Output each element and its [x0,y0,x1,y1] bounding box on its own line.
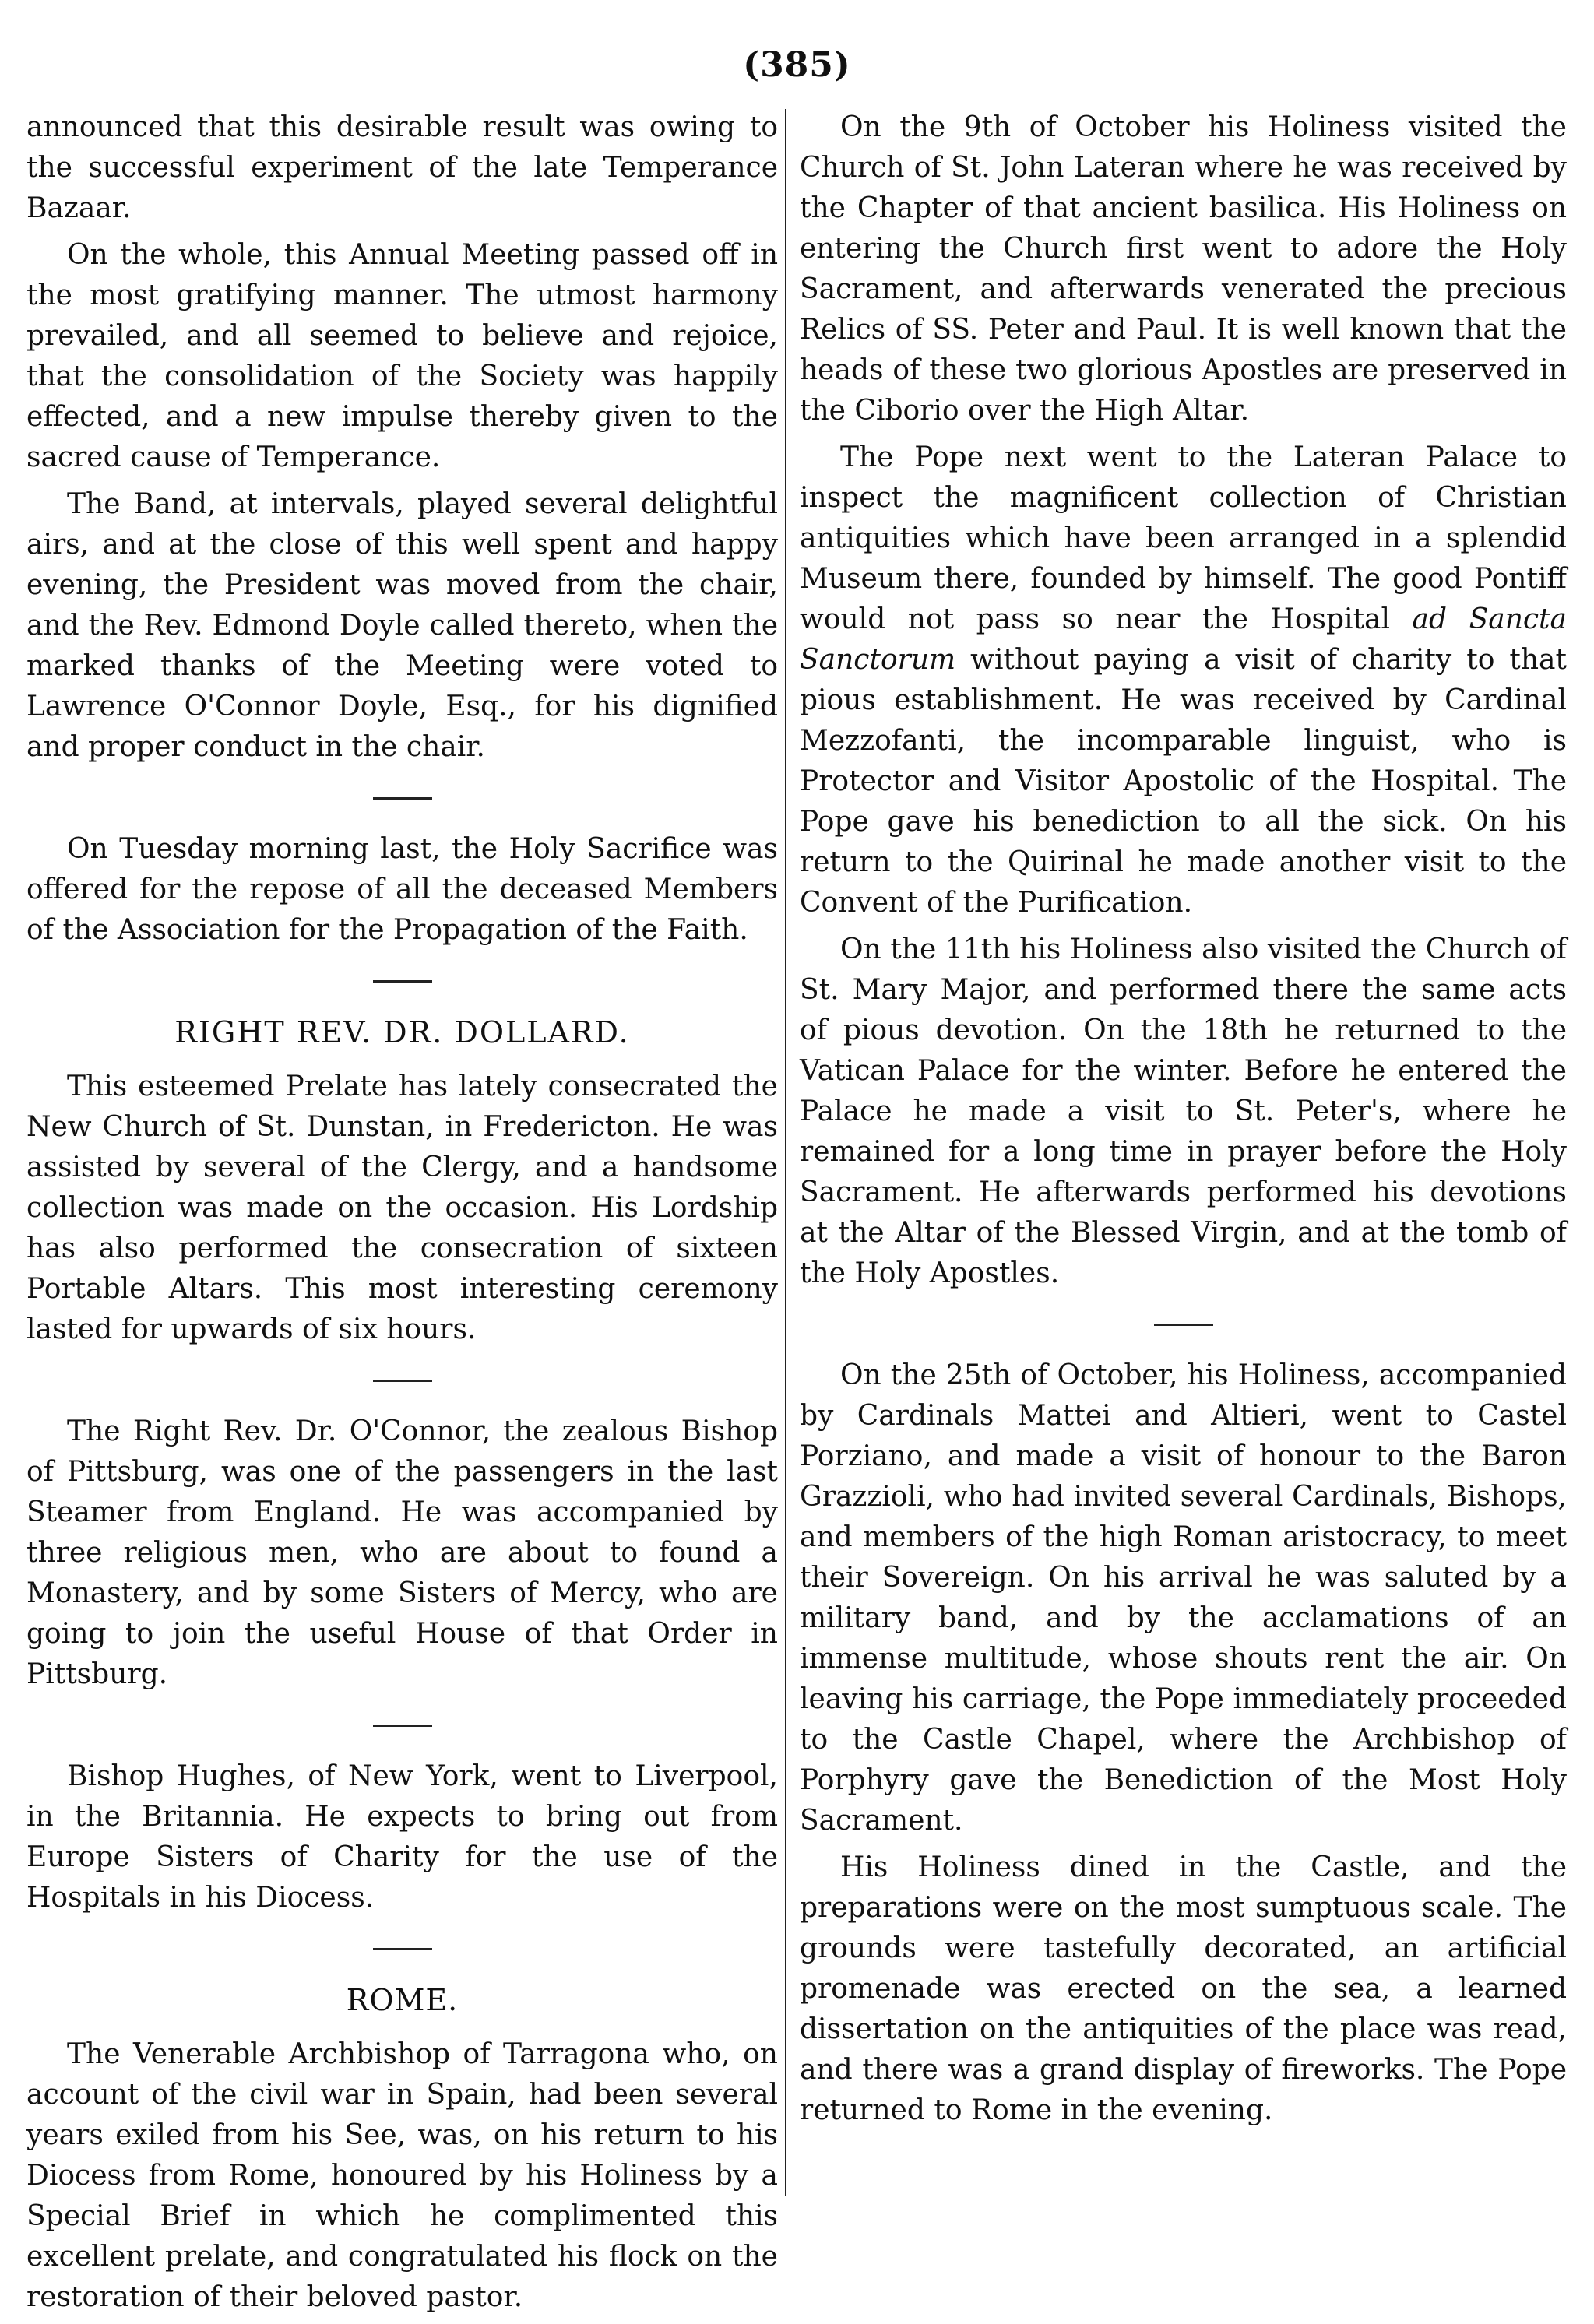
separator-rule [373,1725,432,1727]
paragraph-st-mary-major: On the 11th his Holiness also visited the Church of St. Mary Major, and performed there the same acts of pious devotion. On the 18th he returned to the Vatican Palace for the winter. Before he entered the Palace he made a visit to St. Peter's, where he remained for a long time in prayer before the Holy Sacrament. He afterwards performed his devotions at the Altar of the Blessed Virgin, and at the tomb of the Holy Apostles. [800,933,1567,1289]
paragraph-dined-in-castle: His Holiness dined in the Castle, and the preparations were on the most sumptuous scale. The grounds were tastefully decorated, an artificial promenade was erected on the sea, a learned dissertation on the antiquities of the place was read, and there was a grand display of fireworks. The Pope returned to Rome in the evening. [800,1851,1567,2126]
paragraph-bishop-hughes: Bishop Hughes, of New York, went to Liverpool, in the Britannia. He expects to bring out from Europe Sisters of Charity for the use of the Hospitals in his Diocess. [26,1760,778,1914]
text-span: The Pope next went to the Lateran Palace to inspect the magnificent collection of Christian antiquities which have been arranged in a splendid Museum there, founded by himself. The good Pontiff would not pass so near the Hospital [800,441,1567,635]
paragraph-dr-oconnor: The Right Rev. Dr. O'Connor, the zealous Bishop of Pittsburg, was one of the passengers in the last Steamer from England. He was accompanied by three religious men, who are about to found a Monastery, and by some Sisters of Mercy, who are going to join the useful House of that Order in Pittsburg. [26,1415,778,1690]
paragraph-castel-porziano: On the 25th of October, his Holiness, accompanied by Cardinals Mattei and Altieri, went to Castel Porziano, and made a visit of honour to the Baron Grazzioli, who had invited several Cardinals, Bishops, and members of the high Roman aristocracy, to meet their Sovereign. On his arrival he was saluted by a military band, and by the acclamations of an immense multitude, whose shouts rent the air. On leaving his carriage, the Pope immediately proceeded to the Castle Chapel, where the Archbishop of Porphyry gave the Benediction of the Most Holy Sacrament. [800,1359,1567,1837]
paragraph-tarragona: The Venerable Archbishop of Tarragona who, on account of the civil war in Spain, had been several years exiled from his See, was, on his return to his Diocess from Rome, honoured by his Holiness by a Special Brief in which he complimented this excellent prelate, and congratulated his flock on the restoration of their beloved pastor. [26,2038,778,2313]
right-column [800,107,1567,2137]
paragraph-temperance-bazaar: announced that this desirable result was owing to the successful experiment of the late Temperance Bazaar. [26,111,778,224]
italic-text: ad Sancta Sanctorum [800,603,1567,676]
column-rule [785,109,786,2196]
separator-rule [1154,1324,1213,1326]
page-number: (385) [743,45,851,85]
separator-rule [373,797,432,800]
paragraph-lateran-palace [800,438,1567,923]
left-column [26,107,778,2324]
paragraph-st-dunstan: This esteemed Prelate has lately consecrated the New Church of St. Dunstan, in Fredericton. He was assisted by several of the Clergy, and a handsome collection was made on the occasion. His Lordship has also performed the consecration of sixteen Portable Altars. This most interesting ceremony lasted for upwards of six hours. [26,1071,778,1345]
paragraph-st-john-lateran: On the 9th of October his Holiness visited the Church of St. John Lateran where he was received by the Chapter of that ancient basilica. His Holiness on entering the Church first went to adore the Holy Sacrament, and afterwards venerated the precious Relics of SS. Peter and Paul. It is well known that the heads of these two glorious Apostles are preserved in the Ciborio over the High Altar. [800,111,1567,427]
paragraph-annual-meeting: On the whole, this Annual Meeting passed off in the most gratifying manner. The utmost harmony prevailed, and all seemed to believe and rejoice, that the consolidation of the Society was happily effected, and a new impulse thereby given to the sacred cause of Temperance. [26,239,778,473]
text-span: without paying a visit of charity to that pious establishment. He was received by Cardinal Mezzofanti, the incomparable linguist, who is Protector and Visitor Apostolic of the Hospital. The Pope gave his benediction to all the sick. On his return to the Quirinal he made another visit to the Convent of the Purification. [800,644,1567,919]
paragraph-holy-sacrifice: On Tuesday morning last, the Holy Sacrifice was offered for the repose of all the deceased Members of the Association for the Propagation of the Faith. [26,833,778,946]
paragraph-band: The Band, at intervals, played several delightful airs, and at the close of this well spent and happy evening, the President was moved from the chair, and the Rev. Edmond Doyle called thereto, when the marked thanks of the Meeting were voted to Lawrence O'Connor Doyle, Esq., for his dignified and proper conduct in the chair. [26,488,778,763]
separator-rule [373,1948,432,1950]
heading-dr-dollard: RIGHT REV. DR. DOLLARD. [174,1015,630,1049]
separator-rule [373,1380,432,1382]
heading-rome: ROME. [346,1983,459,2017]
separator-rule [373,980,432,983]
